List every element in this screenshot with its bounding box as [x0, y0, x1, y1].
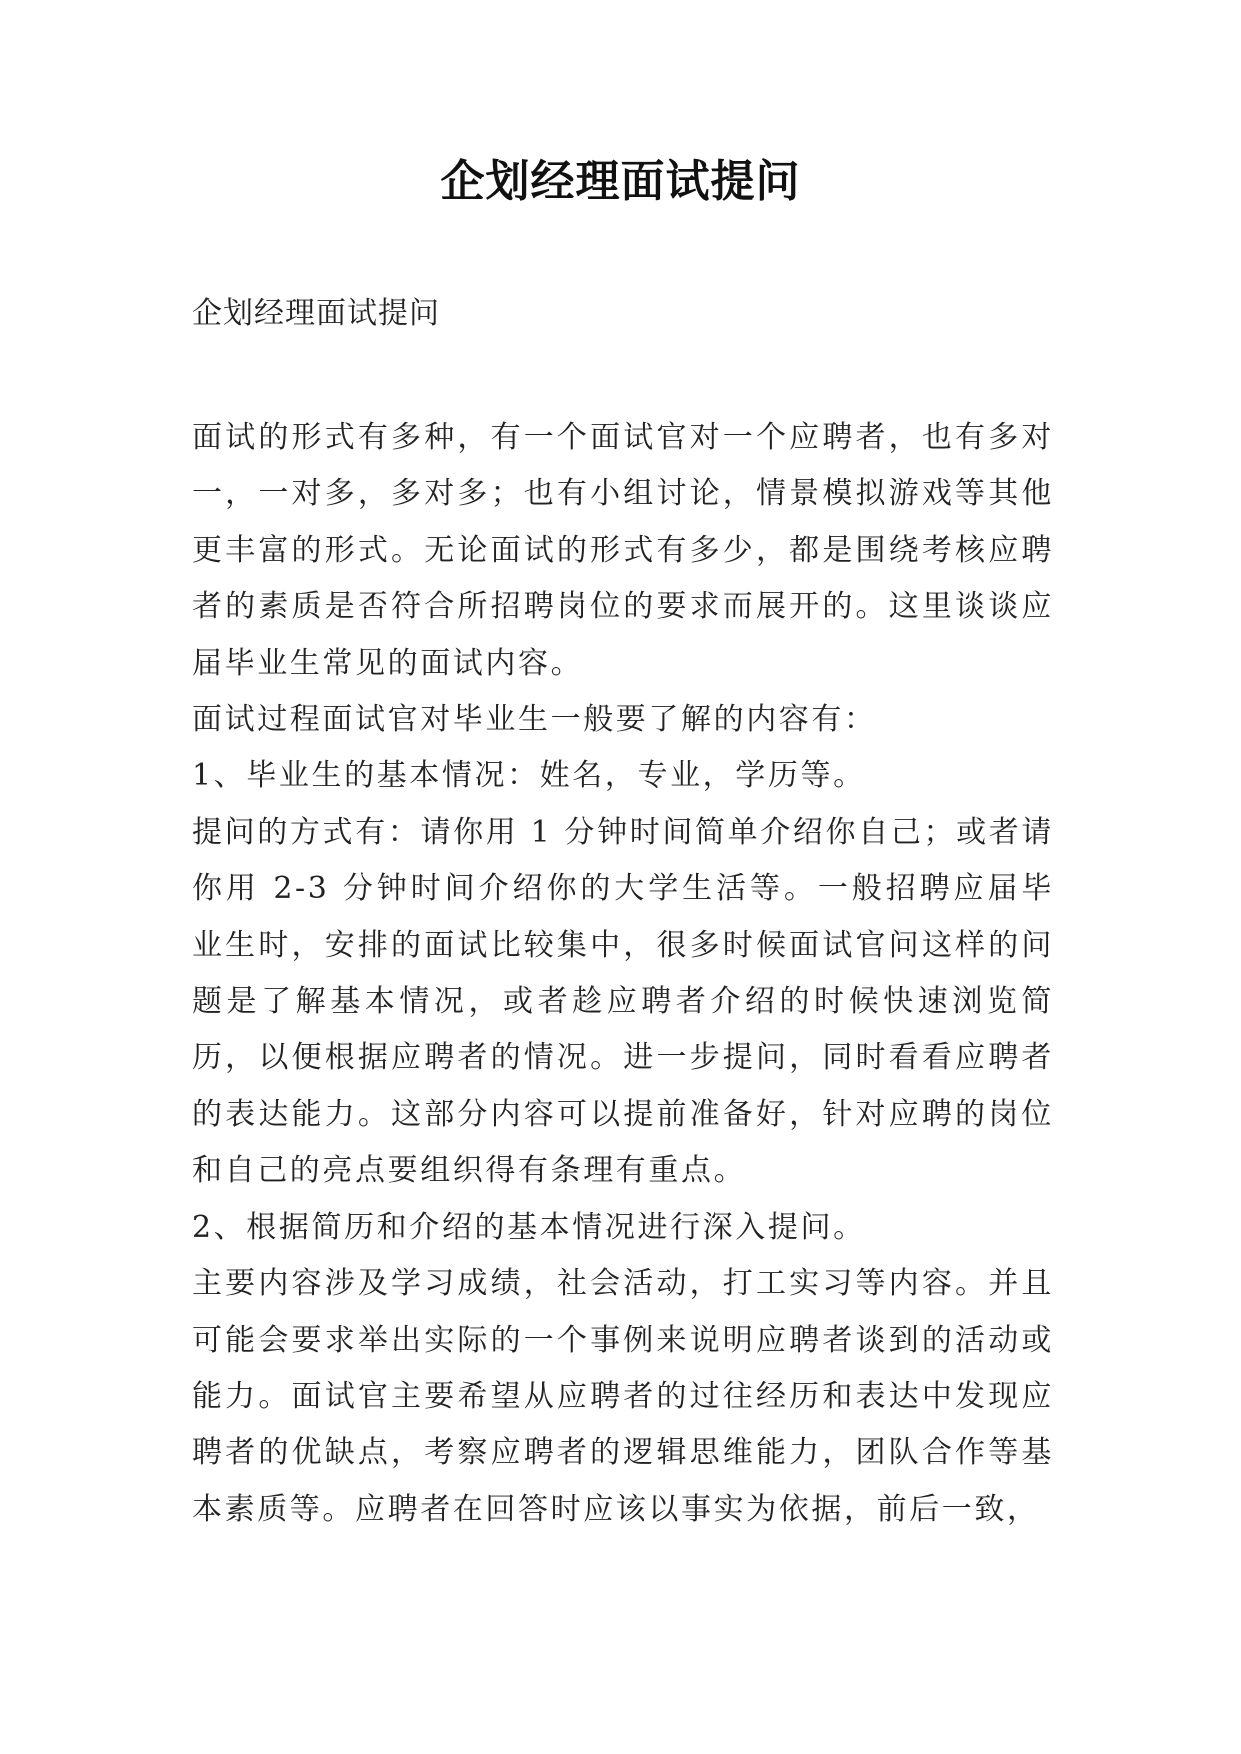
paragraph: 主要内容涉及学习成绩，社会活动，打工实习等内容。并且可能会要求举出实际的一个事例来说明应聘者谈到的活动或能力。面试官主要希望从应聘者的过往经历和表达中发现应聘者的优缺点，考察应聘者的逻辑思维能力，团队合作等基本素质等。应聘者在回答时应该以事实为依据，前后一致， [192, 1266, 1054, 1527]
paragraph: 面试过程面试官对毕业生一般要了解的内容有： [192, 702, 877, 738]
paragraph: 面试的形式有多种，有一个面试官对一个应聘者，也有多对一，一对多，多对多；也有小组讨论，情景模拟游戏等其他更丰富的形式。无论面试的形式有多少，都是围绕考核应聘者的素质是否符合所招聘岗位的要求而展开的。这里谈谈应届毕业生常见的面试内容。 [192, 420, 1054, 681]
document-body [192, 410, 1054, 1538]
paragraph: 2、根据简历和介绍的基本情况进行深入提问。 [192, 1209, 866, 1245]
document-subtitle: 企划经理面试提问 [192, 296, 440, 331]
document-title: 企划经理面试提问 [440, 156, 801, 207]
paragraph: 1、毕业生的基本情况：姓名，专业，学历等。 [192, 758, 866, 794]
paragraph: 提问的方式有：请你用 1 分钟时间简单介绍你自己；或者请你用 2-3 分钟时间介绍你的大学生活等。一般招聘应届毕业生时，安排的面试比较集中，很多时候面试官问这样的问题是了解基本情况，或者趁应聘者介绍的时候快速浏览简历，以便根据应聘者的情况。进一步提问，同时看看应聘者的表达能力。这部分内容可以提前准备好，针对应聘的岗位和自己的亮点要组织得有条理有重点。 [192, 814, 1054, 1189]
